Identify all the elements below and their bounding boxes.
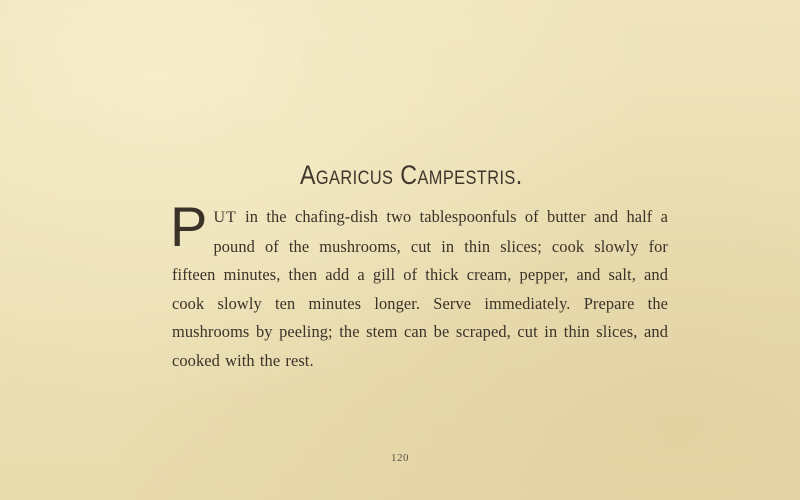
page-number: 120	[391, 452, 409, 464]
recipe-paragraph	[170, 195, 668, 375]
paragraph-text: in the chafing-dish two tablespoonfuls of butter and half a pound of the mushrooms, cut in thin slices; cook slowly for fifteen minutes, then add a gill of thick cream, pepper, and salt, and cook slowly ten minutes longer. Serve immediately. Prepare the mushrooms by peeling; the stem can be scraped, cut in thin slices, and cooked with the rest.	[172, 207, 668, 370]
drop-cap: P	[170, 195, 208, 258]
recipe-title: Agaricus Campestris.	[300, 160, 523, 190]
first-word-rest: UT	[213, 209, 237, 226]
